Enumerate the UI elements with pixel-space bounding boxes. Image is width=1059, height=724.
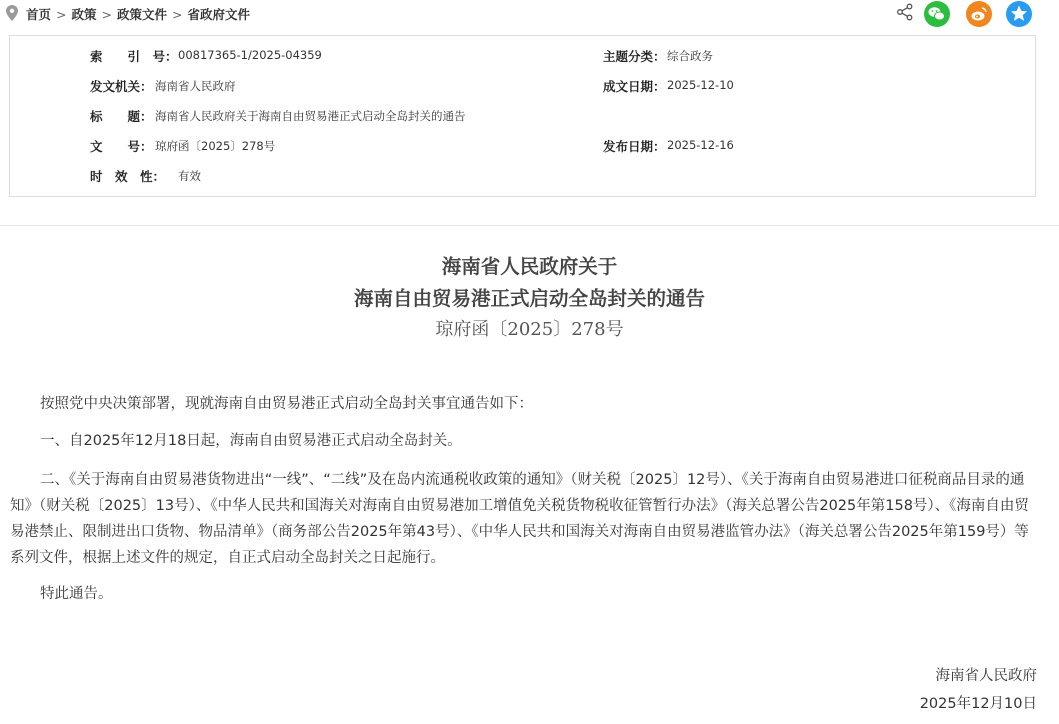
breadcrumb-separator: > (101, 7, 112, 22)
breadcrumb-separator: > (172, 7, 183, 22)
breadcrumb-separator: > (56, 7, 67, 22)
weibo-icon (966, 1, 992, 27)
top-bar (0, 0, 1059, 28)
article-paragraph: 一、自2025年12月18日起，海南自由贸易港正式启动全岛封关。 (40, 433, 462, 449)
index-number-label: 索 引 号： (90, 49, 178, 64)
info-row (10, 137, 1035, 157)
location-pin-icon (6, 5, 18, 21)
share-icon[interactable] (896, 3, 914, 21)
divider (0, 225, 1059, 226)
breadcrumb-policy-documents[interactable]: 政策文件 (117, 7, 168, 22)
article-title-line-2: 海南自由贸易港正式启动全岛封关的通告 (353, 287, 705, 310)
qzone-share-button[interactable] (1006, 1, 1032, 27)
info-row (10, 107, 1035, 127)
title-label: 标 题： (90, 109, 153, 124)
info-row (10, 47, 1035, 67)
signature-issuer: 海南省人民政府 (935, 668, 1037, 684)
document-number-value: 琼府函〔2025〕278号 (155, 139, 276, 153)
weibo-share-button[interactable] (966, 1, 992, 27)
article-paragraph: 特此通告。 (40, 586, 113, 602)
breadcrumb (26, 5, 250, 23)
breadcrumb-provincial-documents[interactable]: 省政府文件 (187, 7, 251, 22)
wechat-icon (924, 1, 950, 27)
document-info-box (9, 35, 1036, 197)
signature-date: 2025年12月10日 (919, 696, 1037, 712)
title-value: 海南省人民政府关于海南自由贸易港正式启动全岛封关的通告 (155, 109, 466, 123)
breadcrumb-policy[interactable]: 政策 (71, 7, 97, 22)
validity-value: 有效 (178, 169, 201, 183)
info-row (10, 77, 1035, 97)
qzone-icon (1006, 1, 1032, 27)
document-number-label: 文 号： (90, 139, 153, 154)
article-paragraph: 按照党中央决策部署，现就海南自由贸易港正式启动全岛封关事宜通告如下： (40, 396, 533, 412)
article-document-number: 琼府函〔2025〕278号 (435, 319, 624, 340)
wechat-share-button[interactable] (924, 1, 950, 27)
article-paragraph: 二、《关于海南自由贸易港货物进出“一线”、“二线”及在岛内流通税收政策的通知》（财关税〔2025〕12号）、《关于海南自由贸易港进口征税商品目录的通知》（财关税〔2025〕13号）、《中华人民共和国海关对海南自由贸易港加工增值免关税货物税收征管暂行办法》（海关总署公告2025年第158号）、《海南自由贸易港禁止、限制进出口货物、物品清单》（商务部公告2025年第43号）、《中华人民共和国海关对海南自由贸易港监管办法》（海关总署公告2025年第159号）等系列文件，根据上述文件的规定，自正式启动全岛封关之日起施行。 (10, 472, 1029, 566)
validity-label: 时 效 性： (90, 169, 166, 184)
topic-category-value: 综合政务 (667, 49, 713, 63)
publish-date-value: 2025-12-16 (667, 138, 734, 152)
breadcrumb-home[interactable]: 首页 (26, 7, 52, 22)
publish-date-label: 发布日期： (603, 139, 666, 154)
written-date-label: 成文日期： (603, 79, 666, 94)
issuing-authority-label: 发文机关： (90, 79, 153, 94)
topic-category-label: 主题分类： (603, 49, 666, 64)
article-title-line-1: 海南省人民政府关于 (441, 255, 618, 278)
issuing-authority-value: 海南省人民政府 (155, 79, 236, 93)
index-number-value: 00817365-1/2025-04359 (178, 48, 322, 62)
written-date-value: 2025-12-10 (667, 78, 734, 92)
info-row (10, 167, 1035, 187)
